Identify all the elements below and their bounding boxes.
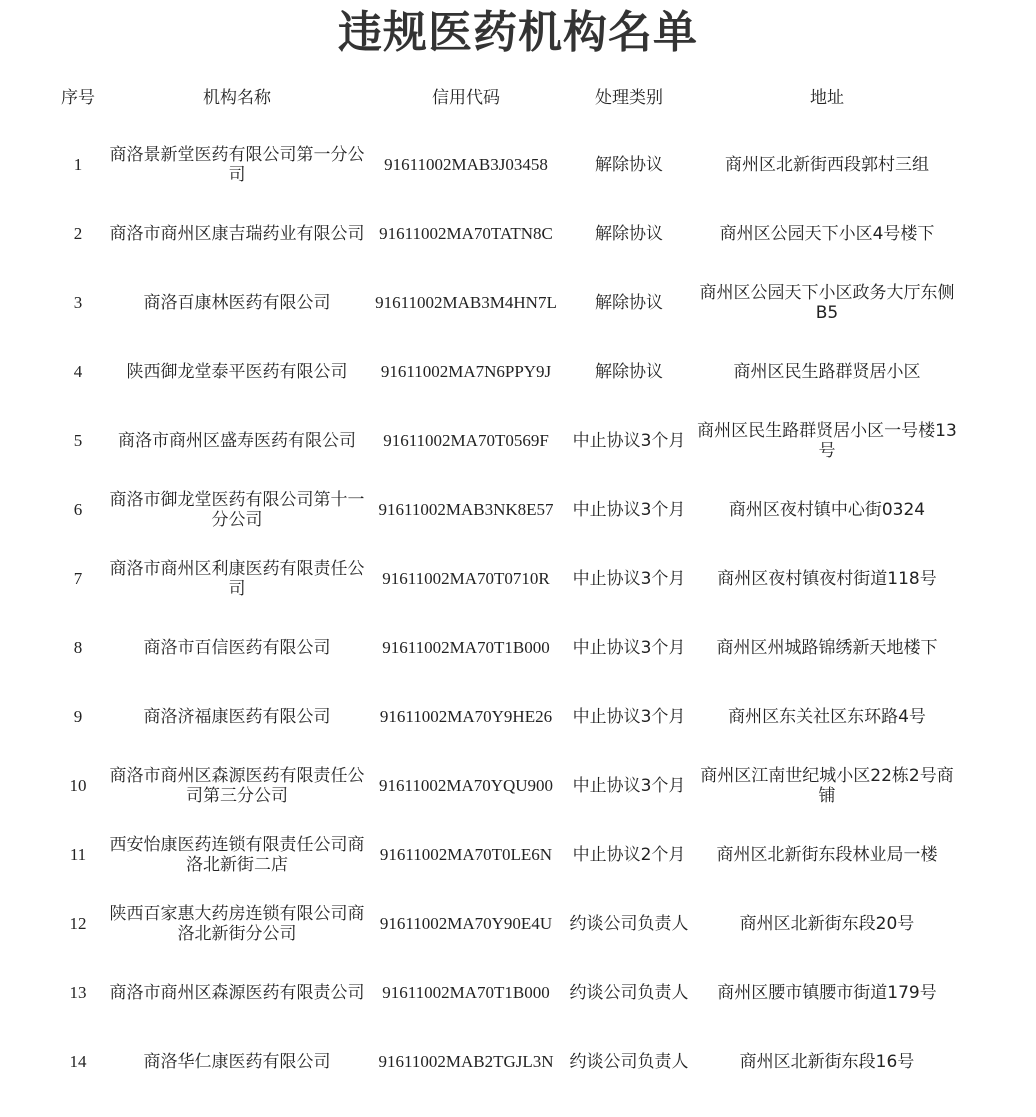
table-row	[48, 682, 962, 751]
address: 商州区夜村镇中心街0324	[728, 499, 926, 520]
penalty-type: 约谈公司负责人	[569, 1051, 689, 1072]
institution-name: 商洛百康林医药有限公司	[143, 292, 331, 313]
row-number: 1	[73, 154, 83, 174]
institution-name: 商洛市商州区盛寿医药有限公司	[118, 430, 356, 451]
institution-name: 商洛市百信医药有限公司	[143, 637, 331, 658]
institution-name: 西安怡康医药连锁有限责任公司商洛北新街二店	[109, 834, 365, 875]
penalty-type: 解除协议	[595, 223, 663, 244]
address: 商州区北新街东段20号	[739, 913, 915, 934]
penalty-type: 中止协议2个月	[572, 844, 686, 865]
row-number: 5	[73, 430, 83, 450]
table-row	[48, 475, 962, 544]
row-number: 14	[69, 1051, 87, 1071]
credit-code: 91611002MA70T0710R	[382, 568, 550, 588]
credit-code: 91611002MA70YQU900	[378, 775, 554, 795]
header-name: 机构名称	[203, 87, 271, 108]
institution-name: 商洛市商州区利康医药有限责任公司	[109, 558, 365, 599]
address: 商州区公园天下小区4号楼下	[719, 223, 935, 244]
table-header-row	[48, 78, 962, 112]
credit-code: 91611002MAB3J03458	[384, 154, 548, 174]
institution-name: 商洛景新堂医药有限公司第一分公司	[109, 144, 365, 185]
credit-code: 91611002MA70T0LE6N	[379, 844, 553, 864]
row-number: 6	[73, 499, 83, 519]
header-addr: 地址	[810, 87, 844, 108]
table-row	[48, 130, 962, 199]
table-row	[48, 958, 962, 1027]
credit-code: 91611002MA70Y90E4U	[379, 913, 553, 933]
violation-table	[48, 78, 962, 1096]
penalty-type: 中止协议3个月	[572, 430, 686, 451]
header-no: 序号	[61, 87, 95, 108]
page-title: 违规医药机构名单	[338, 7, 698, 58]
table-row	[48, 268, 962, 337]
address: 商州区腰市镇腰市街道179号	[717, 982, 937, 1003]
address: 商州区州城路锦绣新天地楼下	[716, 637, 938, 658]
row-number: 8	[73, 637, 83, 657]
credit-code: 91611002MA70T0569F	[383, 430, 549, 450]
row-number: 9	[73, 706, 83, 726]
row-number: 7	[73, 568, 83, 588]
penalty-type: 中止协议3个月	[572, 775, 686, 796]
credit-code: 91611002MAB2TGJL3N	[378, 1051, 554, 1071]
penalty-type: 约谈公司负责人	[569, 982, 689, 1003]
credit-code: 91611002MA70TATN8C	[379, 223, 553, 243]
penalty-type: 中止协议3个月	[572, 637, 686, 658]
institution-name: 商洛济福康医药有限公司	[143, 706, 331, 727]
table-row	[48, 751, 962, 820]
address: 商州区北新街东段16号	[739, 1051, 915, 1072]
penalty-type: 中止协议3个月	[572, 568, 686, 589]
table-row	[48, 199, 962, 268]
row-number: 2	[73, 223, 83, 243]
address: 商州区北新街西段郭村三组	[725, 154, 929, 175]
row-number: 12	[69, 913, 87, 933]
address: 商州区民生路群贤居小区一号楼13号	[697, 420, 957, 461]
credit-code: 91611002MA7N6PPY9J	[380, 361, 552, 381]
row-number: 4	[73, 361, 83, 381]
address: 商州区夜村镇夜村街道118号	[717, 568, 937, 589]
penalty-type: 中止协议3个月	[572, 706, 686, 727]
credit-code: 91611002MA70Y9HE26	[379, 706, 553, 726]
row-number: 11	[69, 844, 87, 864]
row-number: 3	[73, 292, 83, 312]
table-row	[48, 889, 962, 958]
header-spacer	[48, 112, 962, 130]
table-row	[48, 613, 962, 682]
penalty-type: 解除协议	[595, 154, 663, 175]
row-number: 10	[69, 775, 87, 795]
table-row	[48, 544, 962, 613]
penalty-type: 解除协议	[595, 292, 663, 313]
table-row	[48, 1027, 962, 1096]
address: 商州区民生路群贤居小区	[733, 361, 921, 382]
table-row	[48, 337, 962, 406]
institution-name: 商洛市商州区森源医药有限责公司	[109, 982, 365, 1003]
institution-name: 陕西百家惠大药房连锁有限公司商洛北新街分公司	[109, 903, 365, 944]
address: 商州区江南世纪城小区22栋2号商铺	[700, 765, 954, 806]
credit-code: 91611002MAB3NK8E57	[378, 499, 554, 519]
header-type: 处理类别	[595, 87, 663, 108]
institution-name: 陕西御龙堂泰平医药有限公司	[126, 361, 348, 382]
table-row	[48, 820, 962, 889]
penalty-type: 解除协议	[595, 361, 663, 382]
institution-name: 商洛市商州区康吉瑞药业有限公司	[109, 223, 365, 244]
address: 商州区北新街东段林业局一楼	[716, 844, 938, 865]
institution-name: 商洛市御龙堂医药有限公司第十一分公司	[109, 489, 365, 530]
institution-name: 商洛华仁康医药有限公司	[143, 1051, 331, 1072]
address: 商州区公园天下小区政务大厅东侧B5	[699, 282, 955, 323]
credit-code: 91611002MA70T1B000	[382, 637, 550, 657]
penalty-type: 中止协议3个月	[572, 499, 686, 520]
address: 商州区东关社区东环路4号	[728, 706, 926, 727]
institution-name: 商洛市商州区森源医药有限责任公司第三分公司	[109, 765, 365, 806]
credit-code: 91611002MAB3M4HN7L	[375, 292, 557, 312]
header-code: 信用代码	[432, 87, 500, 108]
penalty-type: 约谈公司负责人	[569, 913, 689, 934]
credit-code: 91611002MA70T1B000	[382, 982, 550, 1002]
table-row	[48, 406, 962, 475]
row-number: 13	[69, 982, 87, 1002]
